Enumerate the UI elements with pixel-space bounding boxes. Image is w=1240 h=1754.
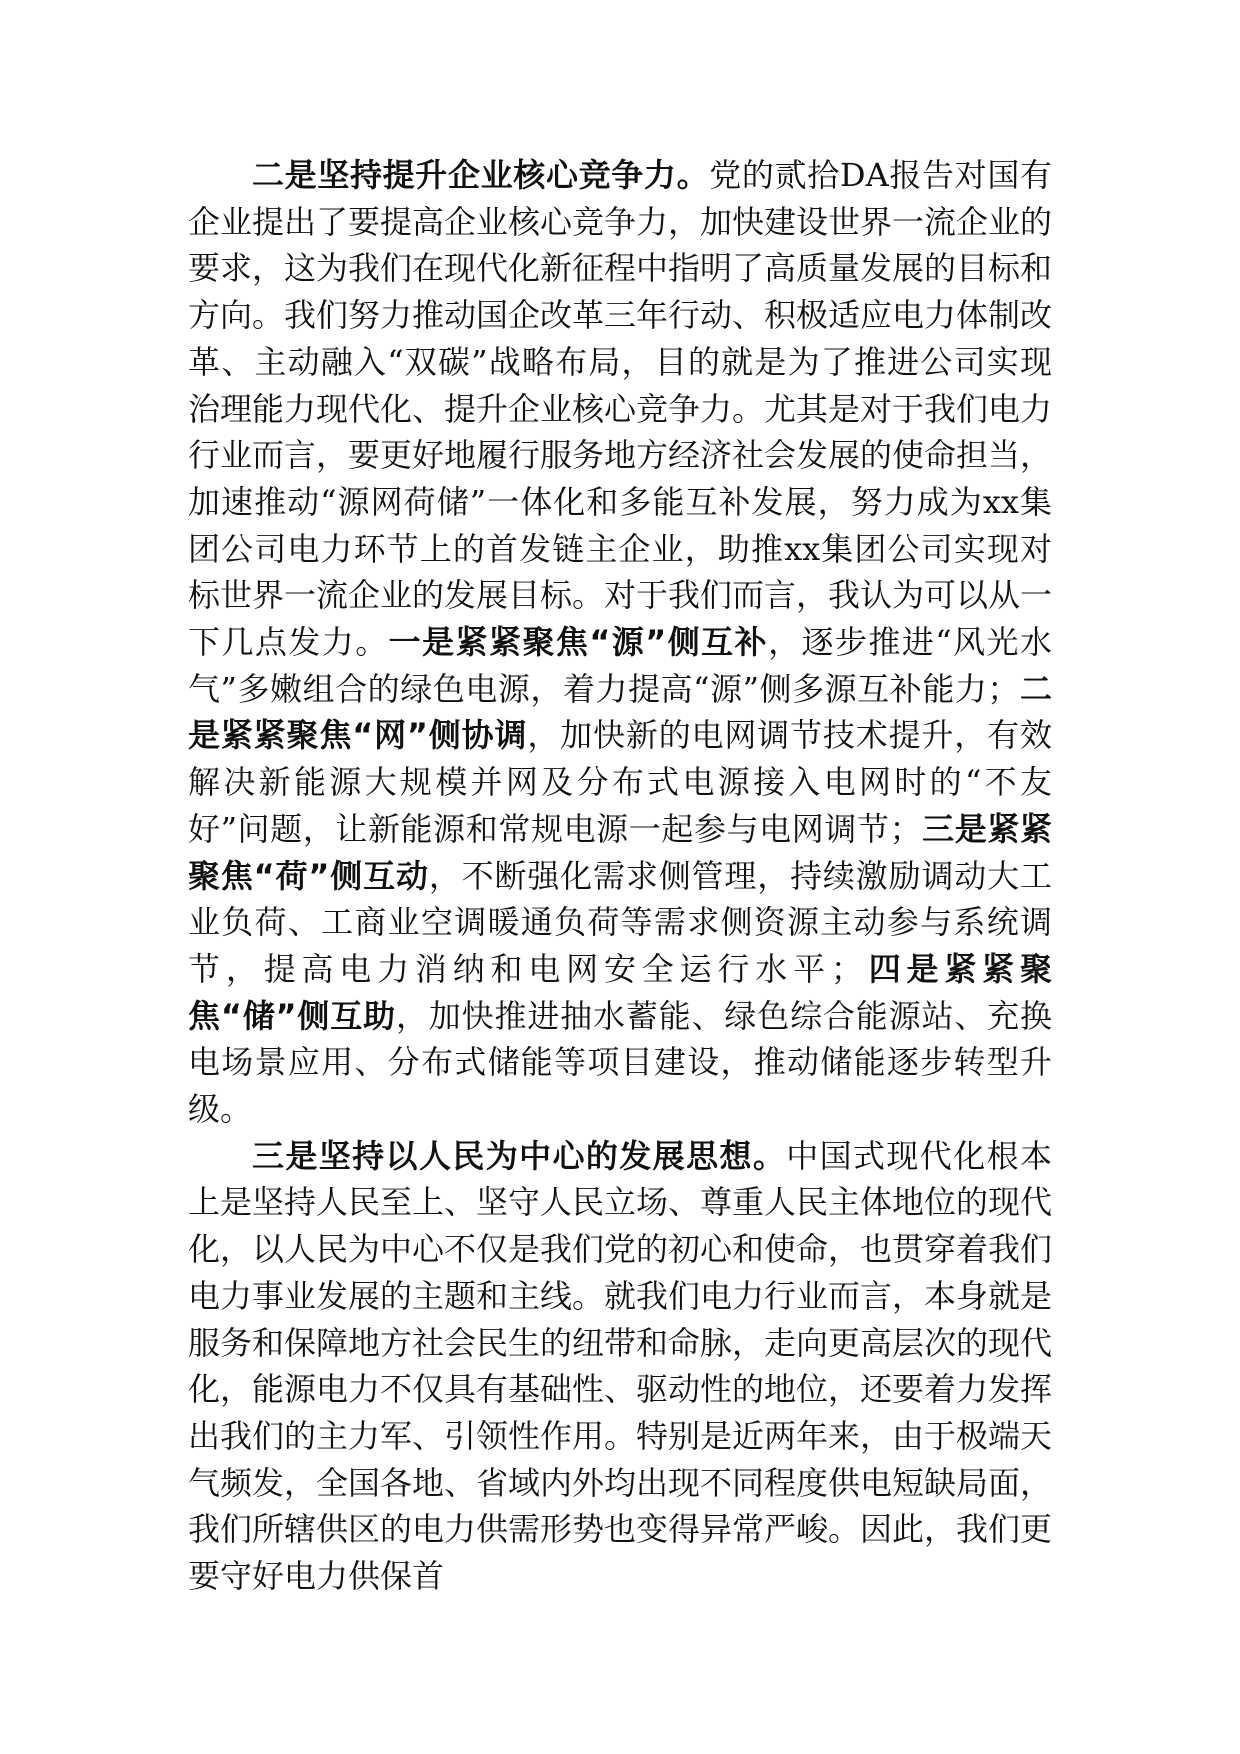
body-text: ，逐步推进“风光水气”多嫩组合的绿色电源，着力提高“源”侧多源互补能力；	[188, 623, 1052, 708]
paragraph-people-centered	[188, 1133, 1052, 1600]
document-page	[188, 152, 1052, 1600]
point-storage-assistance: 四是紧紧聚焦“储”侧互助	[188, 949, 1052, 1035]
body-text: 中国式现代化根本上是坚持人民至上、坚守人民立场、尊重人民主体地位的现代化，以人民为中心不仅是我们党的初心和使命，也贯穿着我们电力事业发展的主题和主线。就我们电力行业而言，本身就是服务和保障地方社会民生的纽带和命脉，走向更高层次的现代化，能源电力不仅具有基础性、驱动性的地位，还要着力发挥出我们的主力军、引领性作用。特别是近两年来，由于极端天气频发，全国各地、省域内外均出现不同程度供电短缺局面，我们所辖供区的电力供需形势也变得异常严峻。因此，我们更要守好电力供保首	[188, 1136, 1053, 1596]
point-source-complement: 一是紧紧聚焦“源”侧互补	[388, 623, 769, 662]
body-text: 党的贰拾DA报告对国有企业提出了要提高企业核心竞争力，加快建设世界一流企业的要求，这为我们在现代化新征程中指明了高质量发展的目标和方向。我们努力推动国企改革三年行动、积极适应电力体制改革、主动融入“双碳”战略布局，目的就是为了推进公司实现治理能力现代化、提升企业核心竞争力。尤其是对于我们电力行业而言，要更好地履行服务地方经济社会发展的使命担当，加速推动“源网荷储”一体化和多能互补发展，努力成为xx集团公司电力环节上的首发链主企业，助推xx集团公司实现对标世界一流企业的发展目标。对于我们而言，我认为可以从一下几点发力。	[188, 156, 1053, 662]
point-grid-coordination: 二是紧紧聚焦“网”侧协调	[188, 669, 1052, 755]
paragraph-core-competitiveness	[188, 152, 1052, 1133]
body-text: ，加快推进抽水蓄能、绿色综合能源站、充换电场景应用、分布式储能等项目建设，推动储能逐步转型升级。	[188, 996, 1052, 1129]
heading-people-centered: 三是坚持以人民为中心的发展思想。	[252, 1136, 787, 1175]
point-load-interaction: 三是紧紧聚焦“荷”侧互动	[188, 809, 1052, 895]
heading-core-competitiveness: 二是坚持提升企业核心竞争力。	[252, 156, 710, 194]
body-text: ，不断强化需求侧管理，持续激励调动大工业负荷、工商业空调暖通负荷等需求侧资源主动参与系统调节，提高电力消纳和电网安全运行水平；	[188, 856, 1052, 988]
body-text: ，加快新的电网调节技术提升，有效解决新能源大规模并网及分布式电源接入电网时的“不友好”问题，让新能源和常规电源一起参与电网调节；	[188, 716, 1052, 848]
